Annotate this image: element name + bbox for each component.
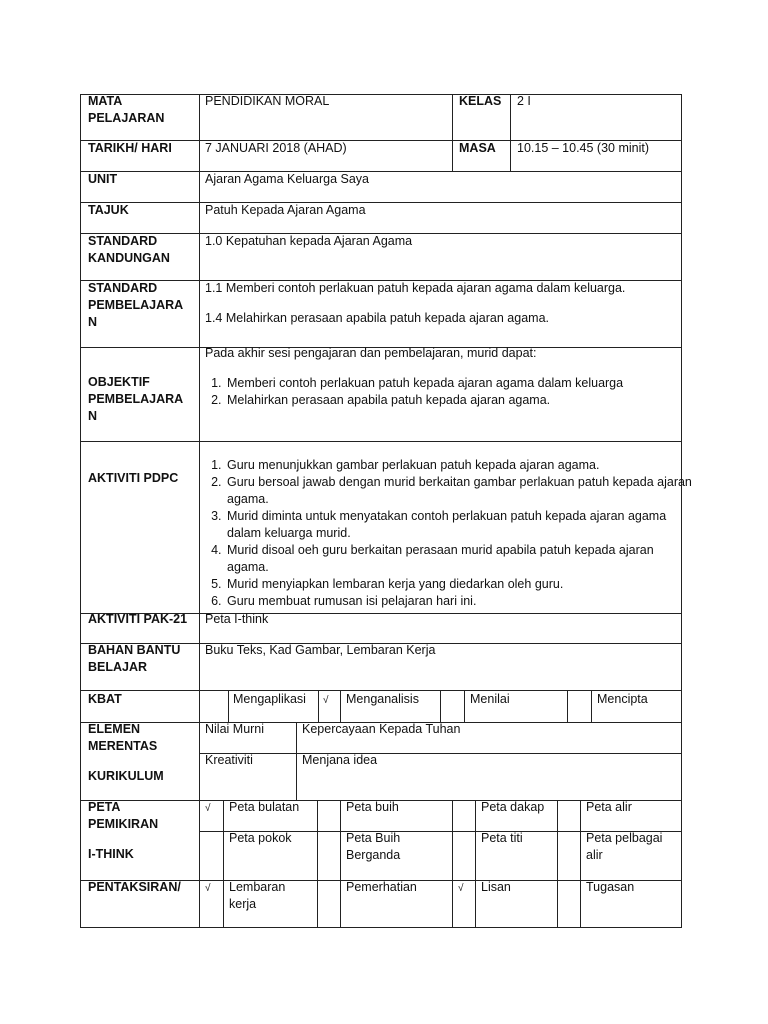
aktiviti-item: 1. Guru menunjukkan gambar perlakuan patuh kepada ajaran agama. [225, 457, 695, 474]
kbat-option: Mencipta [597, 692, 648, 706]
label-masa: MASA [459, 141, 496, 155]
label-elemen-merentas: ELEMEN MERENTAS [88, 722, 158, 753]
peta-option: Peta pelbagai alir [586, 831, 663, 862]
kbat-option: Menilai [470, 692, 510, 706]
aktiviti-list [203, 457, 695, 610]
aktiviti-item: 4. Murid disoal oeh guru berkaitan perasaan murid apabila patuh kepada ajaran agama. [225, 542, 695, 576]
value-unit: Ajaran Agama Keluarga Saya [205, 172, 369, 186]
emk-name: Nilai Murni [205, 722, 265, 736]
objektif-list [203, 375, 695, 409]
label-aktiviti-pdpc: AKTIVITI PDPC [88, 471, 179, 485]
pentaksiran-check: √ [205, 883, 211, 894]
peta-option: Peta pokok [229, 831, 292, 845]
emk-value: Menjana idea [302, 753, 378, 767]
label-kurikulum: KURIKULUM [88, 769, 164, 783]
label-i-think: I-THINK [88, 847, 134, 861]
peta-option: Peta buih [346, 800, 399, 814]
objektif-item: 1. Memberi contoh perlakuan patuh kepada ajaran agama dalam keluarga [225, 375, 695, 392]
aktiviti-item: 2. Guru bersoal jawab dengan murid berkaitan gambar perlakuan patuh kepada ajaran agama. [225, 474, 695, 508]
label-tarikh: TARIKH/ HARI [88, 141, 172, 155]
aktiviti-item: 6. Guru membuat rumusan isi pelajaran hari ini. [225, 593, 695, 610]
label-mata-pelajaran: MATA PELAJARAN [88, 94, 165, 125]
aktiviti-item: 3. Murid diminta untuk menyatakan contoh perlakuan patuh kepada ajaran agama dalam keluarga murid. [225, 508, 695, 542]
aktiviti-item: 5. Murid menyiapkan lembaran kerja yang diedarkan oleh guru. [225, 576, 695, 593]
value-standard-kandungan: 1.0 Kepatuhan kepada Ajaran Agama [205, 234, 413, 248]
label-aktiviti-pak21: AKTIVITI PAK-21 [88, 612, 188, 626]
label-tajuk: TAJUK [88, 203, 129, 217]
peta-option: Peta Buih Berganda [346, 831, 401, 862]
label-kelas: KELAS [459, 94, 502, 108]
value-tajuk: Patuh Kepada Ajaran Agama [205, 203, 366, 217]
kbat-option: Mengaplikasi [233, 692, 306, 706]
label-unit: UNIT [88, 172, 118, 186]
pentaksiran-check: √ [458, 883, 464, 894]
objektif-item: 2. Melahirkan perasaan apabila patuh kepada ajaran agama. [225, 392, 695, 409]
kbat-option: Menganalisis [346, 692, 419, 706]
value-mata-pelajaran: PENDIDIKAN MORAL [205, 94, 330, 108]
pentaksiran-option: Lisan [481, 880, 511, 894]
label-objektif: OBJEKTIF PEMBELAJARA N [88, 375, 184, 423]
standard-pembelajaran-item: 1.4 Melahirkan perasaan apabila patuh kepada ajaran agama. [205, 311, 549, 325]
standard-pembelajaran-item: 1.1 Memberi contoh perlakuan patuh kepada ajaran agama dalam keluarga. [205, 281, 626, 295]
value-aktiviti-pak21: Peta I-think [205, 612, 269, 626]
pentaksiran-option: Tugasan [586, 880, 635, 894]
peta-check: √ [205, 803, 211, 814]
pentaksiran-option: Lembaran kerja [229, 880, 286, 911]
pentaksiran-option: Pemerhatian [346, 880, 417, 894]
label-standard-pembelajaran: STANDARD PEMBELAJARA N [88, 281, 184, 329]
kbat-check: √ [323, 695, 329, 706]
value-tarikh: 7 JANUARI 2018 (AHAD) [205, 141, 347, 155]
label-kbat: KBAT [88, 692, 122, 706]
label-bahan-bantu: BAHAN BANTU BELAJAR [88, 643, 181, 674]
label-pentaksiran: PENTAKSIRAN/ [88, 880, 181, 894]
emk-value: Kepercayaan Kepada Tuhan [302, 722, 461, 736]
peta-option: Peta bulatan [229, 800, 300, 814]
label-peta-pemikiran: PETA PEMIKIRAN [88, 800, 159, 831]
objektif-intro: Pada akhir sesi pengajaran dan pembelajaran, murid dapat: [205, 346, 537, 360]
peta-option: Peta dakap [481, 800, 545, 814]
value-kelas: 2 I [517, 94, 531, 108]
label-standard-kandungan: STANDARD KANDUNGAN [88, 234, 170, 265]
emk-name: Kreativiti [205, 753, 253, 767]
peta-option: Peta alir [586, 800, 632, 814]
value-masa: 10.15 – 10.45 (30 minit) [517, 141, 650, 155]
value-bahan-bantu: Buku Teks, Kad Gambar, Lembaran Kerja [205, 643, 436, 657]
peta-option: Peta titi [481, 831, 523, 845]
